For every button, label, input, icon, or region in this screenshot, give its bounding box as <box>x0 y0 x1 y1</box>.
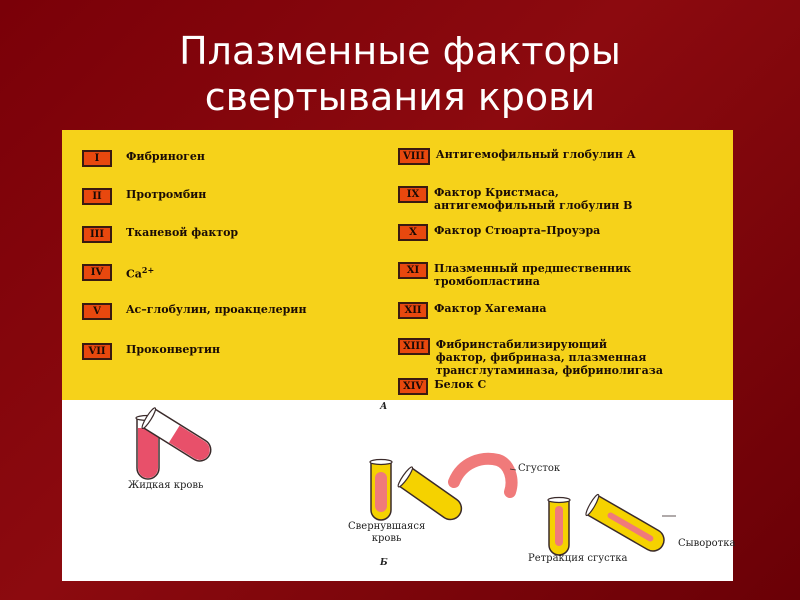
test-tubes-illustration <box>62 130 736 581</box>
factor-number: VII <box>82 343 112 360</box>
factor-name: Белок С <box>434 378 487 391</box>
factor-name: Ac–глобулин, проакцелерин <box>126 303 307 316</box>
panel-b-letter: Б <box>380 558 388 568</box>
caption-clotted-blood: Свернувшаяся кровь <box>348 521 426 544</box>
factor-name: Протромбин <box>126 188 207 201</box>
caption-retraction: Ретракция сгустка <box>528 553 628 564</box>
factor-name: Проконвертин <box>126 343 221 356</box>
factor-number: XIV <box>398 378 428 395</box>
factor-name: Фактор Хагемана <box>434 302 547 315</box>
blood-clotting-figure <box>62 130 736 581</box>
factor-number: V <box>82 303 112 320</box>
tube-retraction-tilted <box>584 493 668 556</box>
calcium-symbol: Ca <box>126 267 142 281</box>
factor-number: IV <box>82 264 112 281</box>
tube-retraction-upright <box>548 498 570 556</box>
panel-a-letter: А <box>380 402 388 412</box>
factor-name: Фактор Кристмаса, антигемофильный глобулин В <box>434 186 633 212</box>
factor-number: VIII <box>398 148 430 165</box>
factor-name: Плазменный предшественник тромбопластина <box>434 262 632 288</box>
factor-number: I <box>82 150 112 167</box>
factor-number: XII <box>398 302 428 319</box>
factor-name: Фибринстабилизирующий фактор, фибриназа, плазменная трансглутаминаза, фибринолигаза <box>435 338 663 377</box>
caption-serum: Сыворотка <box>678 538 736 549</box>
title-line-1: Плазменные факторы <box>179 29 621 73</box>
factor-number: X <box>398 224 428 241</box>
caption-clot: Сгусток <box>518 463 561 474</box>
factor-number: IX <box>398 186 428 203</box>
factor-number: XIII <box>398 338 430 355</box>
factor-number: XI <box>398 262 428 279</box>
factor-name: Тканевой фактор <box>126 226 239 239</box>
factor-name: Фактор Стюарта–Проуэра <box>434 224 601 237</box>
factor-number: III <box>82 226 112 243</box>
tube-clotted-upright <box>370 460 392 521</box>
caption-liquid-blood: Жидкая кровь <box>128 480 204 491</box>
calcium-charge: 2+ <box>141 265 155 275</box>
slide-title <box>0 28 800 120</box>
clot-shape <box>454 459 512 492</box>
factor-name: Фибриноген <box>126 150 205 163</box>
factor-name: Антигемофильный глобулин А <box>435 148 636 161</box>
factor-number: II <box>82 188 112 205</box>
title-line-2: свертывания крови <box>204 75 596 119</box>
